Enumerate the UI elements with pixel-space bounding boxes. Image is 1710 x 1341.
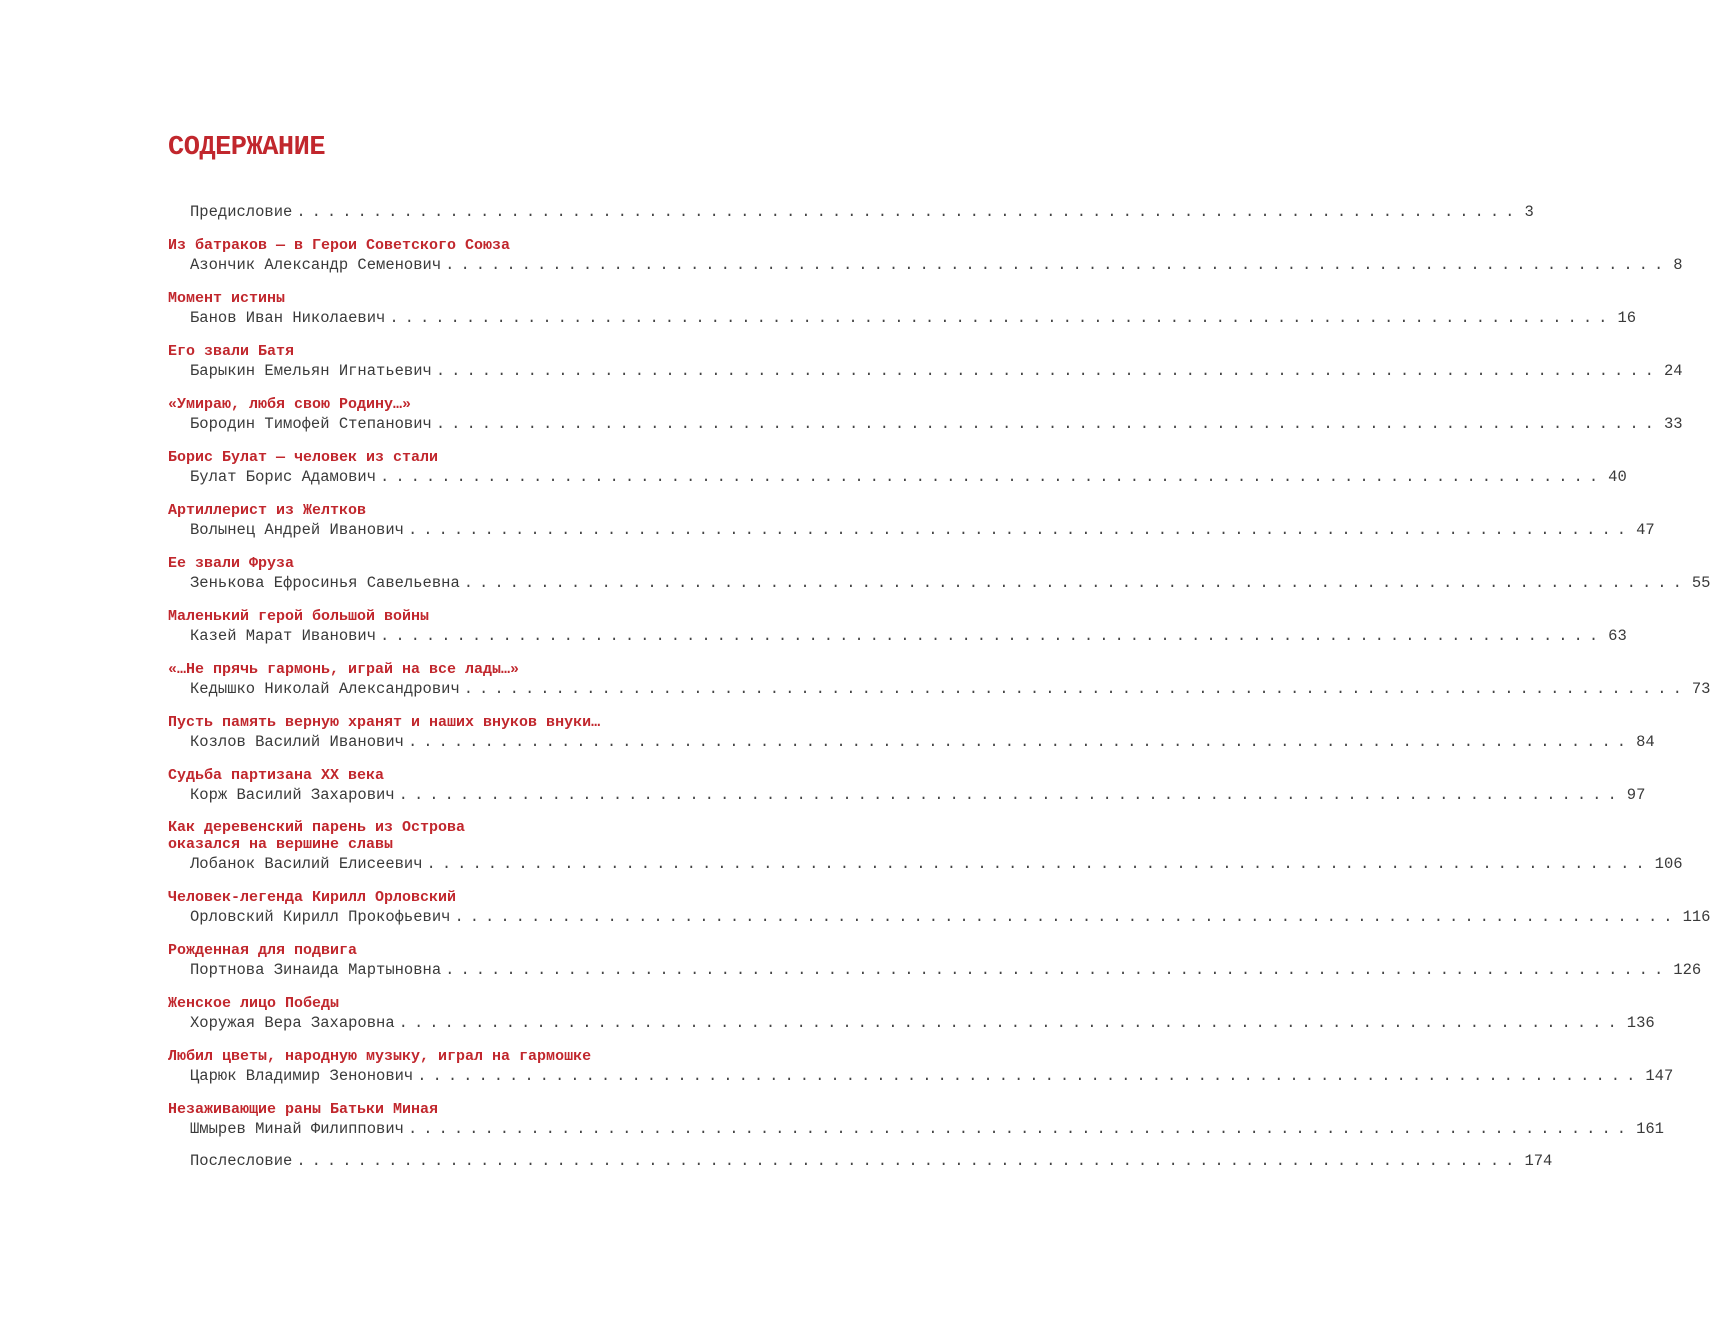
toc-line[interactable] (190, 680, 1710, 700)
author-name: Волынец Андрей Иванович (190, 521, 404, 539)
toc-line[interactable] (190, 627, 1627, 647)
chapter-title[interactable]: Из батраков — в Герои Советского Союза (168, 237, 511, 254)
toc-line[interactable] (190, 786, 1646, 806)
dot-leader: ................................................................................ (435, 362, 1660, 380)
dot-leader: ................................................................................ (445, 256, 1670, 274)
page-number: 55 (1691, 574, 1710, 592)
page-number: 33 (1663, 415, 1683, 433)
author-name: Казей Марат Иванович (190, 627, 377, 645)
author-name: Барыкин Емельян Игнатьевич (190, 362, 432, 380)
chapter-title[interactable]: Незаживающие раны Батьки Миная (168, 1101, 439, 1118)
dot-leader: ................................................................................ (398, 786, 1623, 804)
author-name: Зенькова Ефросинья Савельевна (190, 574, 460, 592)
author-name: Банов Иван Николаевич (190, 309, 386, 327)
chapter-title[interactable]: Как деревенский парень из Острова (168, 819, 466, 836)
chapter-title[interactable]: Момент истины (168, 290, 286, 307)
author-name: Козлов Василий Иванович (190, 733, 404, 751)
chapter-title[interactable]: Пусть память верную хранят и наших внуков внуки… (168, 714, 601, 731)
toc-line[interactable] (190, 1014, 1655, 1034)
chapter-title[interactable]: Ее звали Фруза (168, 555, 295, 572)
toc-line[interactable] (190, 908, 1710, 928)
toc-line[interactable] (190, 415, 1683, 435)
page-title: СОДЕРЖАНИЕ (168, 133, 326, 163)
dot-leader: ................................................................................ (454, 908, 1679, 926)
chapter-title[interactable]: «…Не прячь гармонь, играй на все лады…» (168, 661, 520, 678)
chapter-title[interactable]: Женское лицо Победы (168, 995, 340, 1012)
dot-leader: ................................................................................ (417, 1067, 1642, 1085)
dot-leader: ................................................................................ (407, 733, 1633, 751)
author-name: Лобанок Василий Елисеевич (190, 855, 423, 873)
page-number: 16 (1617, 309, 1637, 327)
toc-line[interactable] (190, 309, 1637, 329)
dot-leader: ................................................................................ (380, 468, 1605, 486)
toc-line[interactable] (190, 855, 1683, 875)
dot-leader: ................................................................................ (380, 627, 1605, 645)
dot-leader: ................................................................................ (445, 961, 1670, 979)
author-name: Портнова Зинаида Мартыновна (190, 961, 442, 979)
toc-line[interactable] (190, 1067, 1674, 1087)
dot-leader: ................................................................................ (398, 1014, 1623, 1032)
author-name: Шмырев Минай Филиппович (190, 1120, 404, 1138)
toc-line[interactable] (190, 203, 1534, 223)
chapter-title[interactable]: Артиллерист из Желтков (168, 502, 367, 519)
chapter-title[interactable]: Борис Булат — человек из стали (168, 449, 439, 466)
page-number: 174 (1524, 1152, 1553, 1170)
author-name: Булат Борис Адамович (190, 468, 377, 486)
dot-leader: ................................................................................ (407, 1120, 1633, 1138)
chapter-title[interactable]: «Умираю, любя свою Родину…» (168, 396, 412, 413)
author-name: Хоружая Вера Захаровна (190, 1014, 395, 1032)
toc-line[interactable] (190, 468, 1627, 488)
dot-leader: ................................................................................ (426, 855, 1651, 873)
page-number: 126 (1673, 961, 1702, 979)
chapter-title[interactable]: оказался на вершине славы (168, 836, 394, 853)
toc-line[interactable] (190, 733, 1655, 753)
dot-leader: ................................................................................ (296, 1152, 1521, 1170)
author-name: Орловский Кирилл Прокофьевич (190, 908, 451, 926)
author-name: Корж Василий Захарович (190, 786, 395, 804)
page-number: 106 (1654, 855, 1683, 873)
dot-leader: ................................................................................ (463, 574, 1688, 592)
toc-line[interactable] (190, 362, 1683, 382)
page-number: 3 (1524, 203, 1534, 221)
page-number: 47 (1636, 521, 1655, 539)
chapter-title[interactable]: Рожденная для подвига (168, 942, 358, 959)
page-number: 97 (1626, 786, 1646, 804)
chapter-title[interactable]: Любил цветы, народную музыку, играл на гармошке (168, 1048, 592, 1065)
author-name: Кедышко Николай Александрович (190, 680, 460, 698)
toc-line[interactable] (190, 521, 1655, 541)
page-number: 136 (1626, 1014, 1655, 1032)
chapter-title[interactable]: Его звали Батя (168, 343, 295, 360)
chapter-title[interactable]: Человек-легенда Кирилл Орловский (168, 889, 457, 906)
page-number: 24 (1663, 362, 1683, 380)
toc-line[interactable] (190, 1152, 1553, 1172)
author-name: Азончик Александр Семенович (190, 256, 442, 274)
dot-leader: ................................................................................ (407, 521, 1633, 539)
page-number: 73 (1691, 680, 1710, 698)
dot-leader: ................................................................................ (296, 203, 1521, 221)
toc-line[interactable] (190, 1120, 1664, 1140)
page-number: 40 (1608, 468, 1627, 486)
page-number: 161 (1636, 1120, 1664, 1138)
chapter-title[interactable]: Судьба партизана XX века (168, 767, 385, 784)
dot-leader: ................................................................................ (435, 415, 1660, 433)
page-number: 147 (1645, 1067, 1674, 1085)
chapter-title[interactable]: Маленький герой большой войны (168, 608, 430, 625)
author-name: Предисловие (190, 203, 293, 221)
page-number: 63 (1608, 627, 1627, 645)
page-number: 84 (1636, 733, 1655, 751)
toc-line[interactable] (190, 256, 1683, 276)
toc-line[interactable] (190, 574, 1710, 594)
author-name: Послесловие (190, 1152, 293, 1170)
author-name: Бородин Тимофей Степанович (190, 415, 432, 433)
dot-leader: ................................................................................ (463, 680, 1688, 698)
page-number: 116 (1682, 908, 1710, 926)
dot-leader: ................................................................................ (389, 309, 1614, 327)
author-name: Царюк Владимир Зенонович (190, 1067, 414, 1085)
page-number: 8 (1673, 256, 1683, 274)
toc-line[interactable] (190, 961, 1702, 981)
